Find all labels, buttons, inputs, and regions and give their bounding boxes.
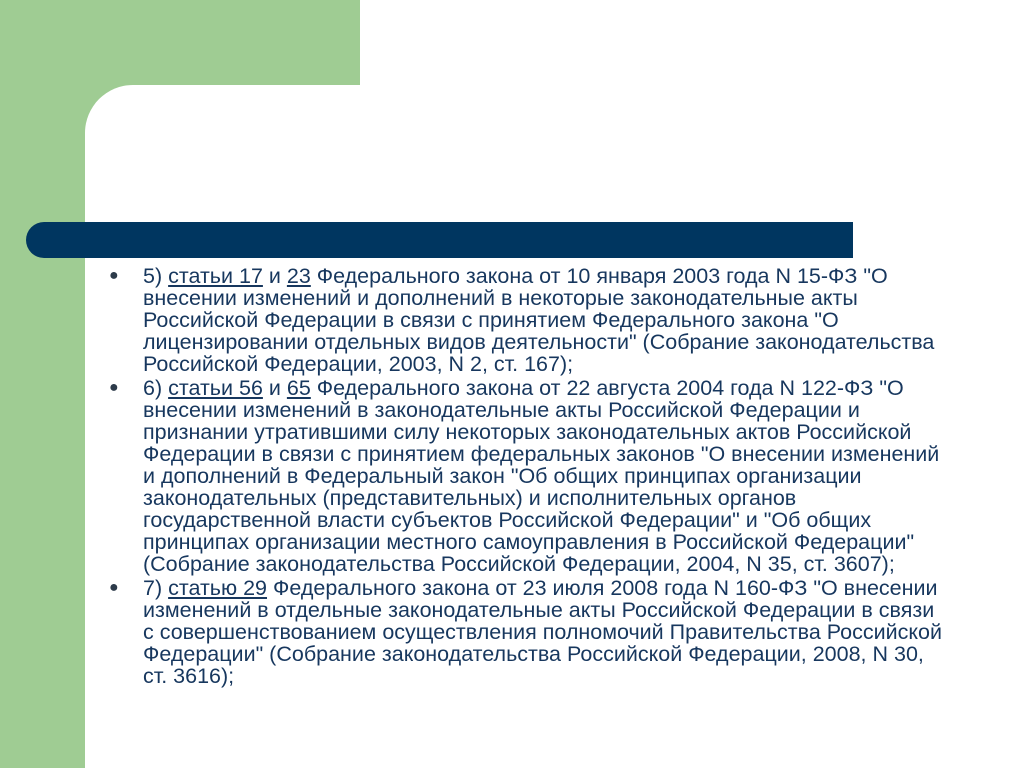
conjunction: и bbox=[268, 264, 281, 288]
article-link[interactable]: 65 bbox=[286, 376, 311, 400]
item-text: Федерального закона от 22 августа 2004 года N 122-ФЗ "О внесении изменений в законодательные акты Российской Федерации и признании утратившими силу некоторых законодательных актов Российской Федерации в связи с принятием федеральных законов "О внесении изменений и дополнений в Федеральный закон "Об общих принципах организации законодательных (представительных) и исполнительных органов государственной власти субъектов Российской Федерации" и "Об общих принципах организации местного самоуправления в Российской Федерации" (Собрание законодательства Российской Федерации, 2004, N 35, ст. 3607); bbox=[143, 376, 940, 576]
item-number: 7) bbox=[143, 576, 163, 600]
item-number: 6) bbox=[143, 376, 163, 400]
item-number: 5) bbox=[143, 264, 163, 288]
list-item bbox=[100, 265, 950, 375]
article-link[interactable]: 23 bbox=[286, 264, 311, 288]
article-link[interactable]: статьи 17 bbox=[168, 264, 263, 288]
list-item bbox=[100, 377, 950, 575]
item-text: Федерального закона от 23 июля 2008 года N 160-ФЗ "О внесении изменений в отдельные законодательные акты Российской Федерации в связи с совершенствованием осуществления полномочий Правительства Российской Федерации" (Собрание законодательства Российской Федерации, 2008, N 30, ст. 3616); bbox=[143, 576, 943, 688]
bullet-icon: ● bbox=[109, 267, 119, 284]
conjunction: и bbox=[268, 376, 281, 400]
item-text: Федерального закона от 10 января 2003 года N 15-ФЗ "О внесении изменений и дополнений в некоторые законодательные акты Российской Федерации в связи с принятием Федерального закона "О лицензировании отдельных видов деятельности" (Собрание законодательства Российской Федерации, 2003, N 2, ст. 167); bbox=[143, 264, 935, 376]
content-list bbox=[100, 265, 950, 689]
article-link[interactable]: статьи 56 bbox=[168, 376, 263, 400]
list-item bbox=[100, 577, 950, 687]
title-bar bbox=[26, 222, 853, 258]
bullet-icon: ● bbox=[109, 379, 119, 396]
bullet-icon: ● bbox=[109, 579, 119, 596]
article-link[interactable]: статью 29 bbox=[168, 576, 268, 600]
